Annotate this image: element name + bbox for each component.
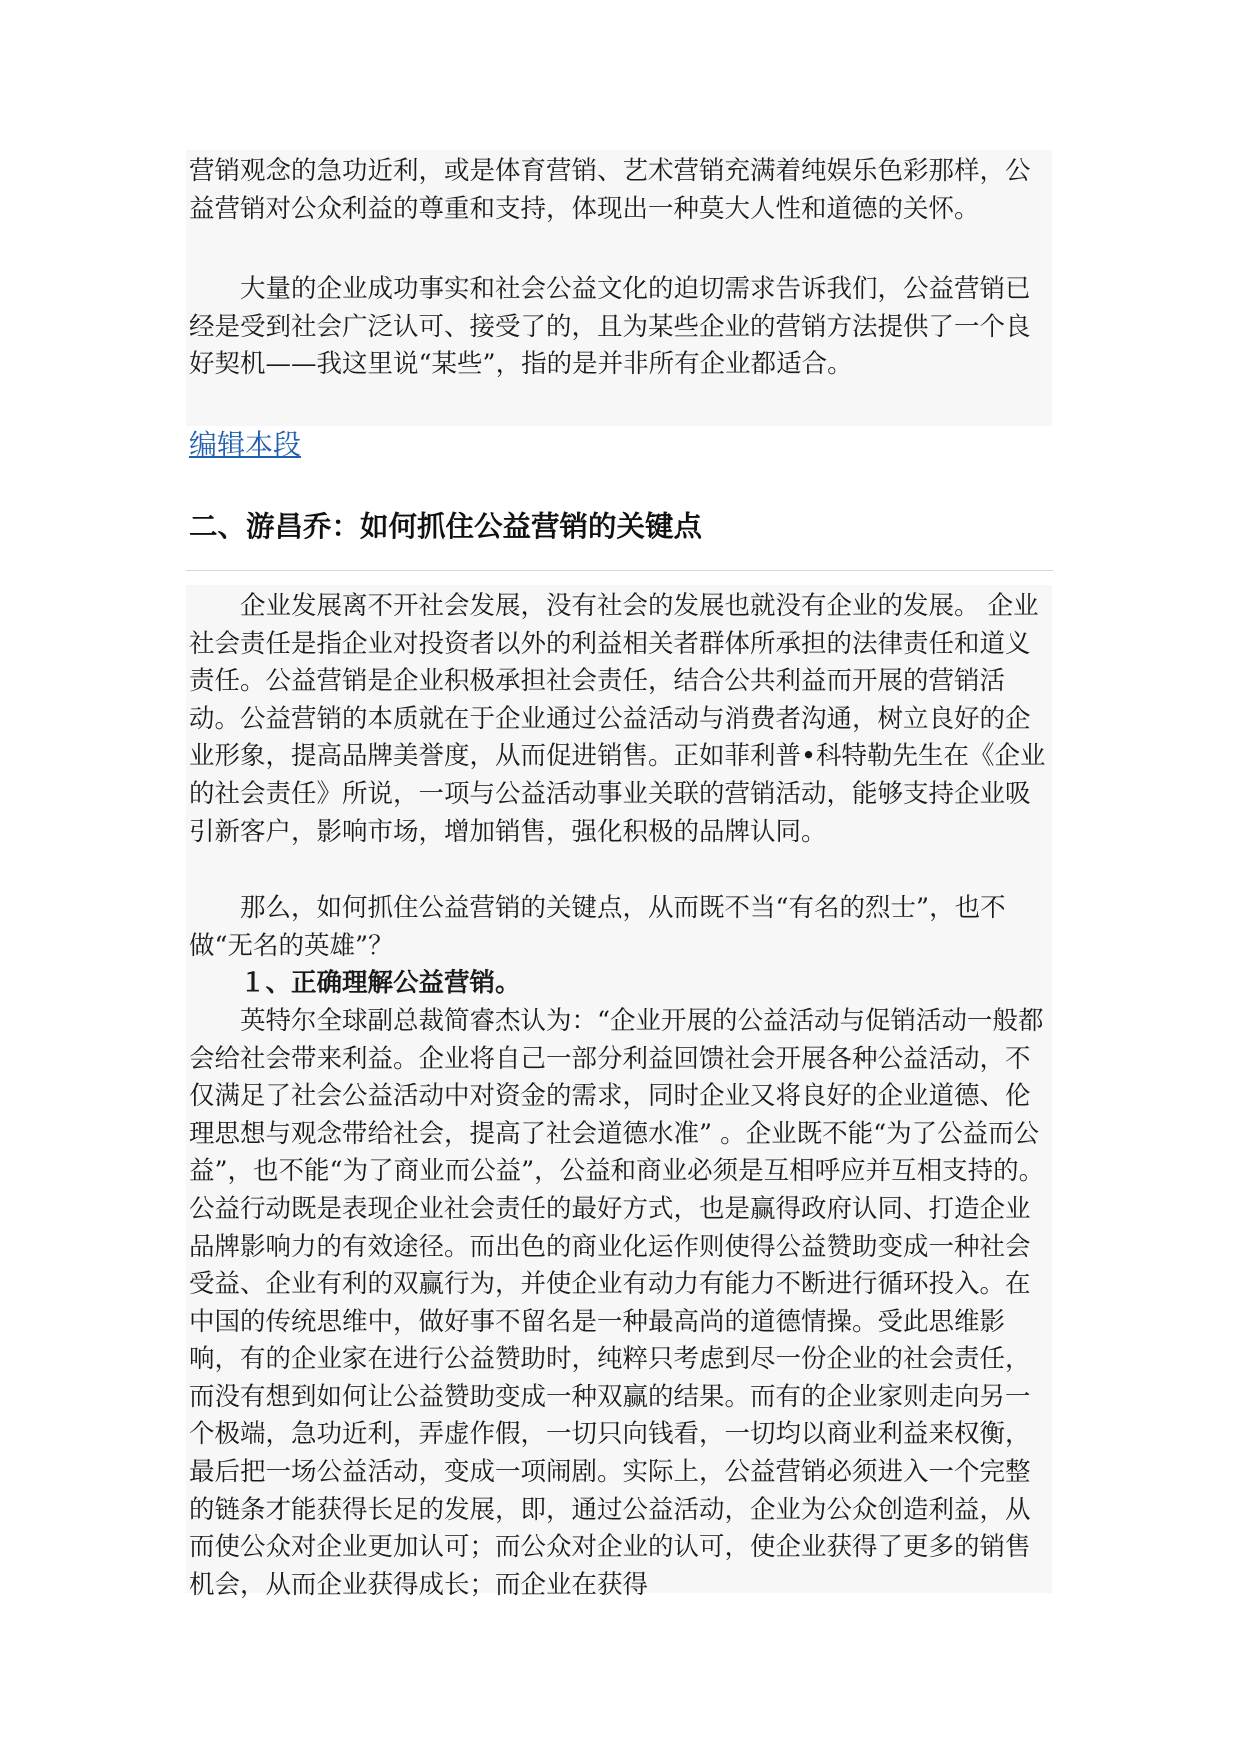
body-text-block <box>186 585 1052 1600</box>
subheading: １、正确理解公益营销。 <box>240 968 521 999</box>
paragraph: 英特尔全球副总裁简睿杰认为：“企业开展的公益活动与促销活动一般都会给社会带来利益。企业将自己一部分利益回馈社会开展各种公益活动，不仅满足了社会公益活动中对资金的需求，同时企业又将良好的企业道德、伦理思想与观念带给社会，提高了社会道德水准” 。企业既不能“为了公益而公益”，也不能“为了商业而公益”，公益和商业必须是互相呼应并互相支持的。公益行动既是表现企业社会责任的最好方式，也是赢得政府认同、打造企业品牌影响力的有效途径。而出色的商业化运作则使得公益赞助变成一种社会受益、企业有利的双赢行为，并使企业有动力有能力不断进行循环投入。在中国的传统思维中，做好事不留名是一种最高尚的道德情操。受此思维影响，有的企业家在进行公益赞助时，纯粹只考虑到尽一份企业的社会责任，而没有想到如何让公益赞助变成一种双赢的结果。而有的企业家则走向另一个极端，急功近利，弄虚作假，一切只向钱看，一切均以商业利益来权衡，最后把一场公益活动，变成一项闹剧。实际上，公益营销必须进入一个完整的链条才能获得长足的发展，即，通过公益活动，企业为公众创造利益，从而使公众对企业更加认可；而公众对企业的认可，使企业获得了更多的销售机会，从而企业获得成长；而企业在获得 <box>189 1005 1045 1600</box>
paragraph: 企业发展离不开社会发展，没有社会的发展也就没有企业的发展。 企业社会责任是指企业对投资者以外的利益相关者群体所承担的法律责任和道义责任。公益营销是企业积极承担社会责任，结合公共利益而开展的营销活动。公益营销的本质就在于企业通过公益活动与消费者沟通，树立良好的企业形象，提高品牌美誉度，从而促进销售。正如菲利普•科特勒先生在《企业的社会责任》所说，一项与公益活动事业关联的营销活动，能够支持企业吸引新客户，影响市场，增加销售，强化积极的品牌认同。 <box>189 591 1046 847</box>
edit-section-link[interactable]: 编辑本段 <box>189 428 302 461</box>
section-title: 二、游昌乔：如何抓住公益营销的关键点 <box>189 510 703 543</box>
top-text-block <box>186 150 1052 426</box>
paragraph: 那么，如何抓住公益营销的关键点，从而既不当“有名的烈士”，也不做“无名的英雄”？ <box>189 893 1006 961</box>
paragraph: 营销观念的急功近利，或是体育营销、艺术营销充满着纯娱乐色彩那样，公益营销对公众利益的尊重和支持，体现出一种莫大人性和道德的关怀。 <box>189 156 1031 224</box>
paragraph: 大量的企业成功事实和社会公益文化的迫切需求告诉我们，公益营销已经是受到社会广泛认可、接受了的，且为某些企业的营销方法提供了一个良好契机——我这里说“某些”，指的是并非所有企业都适合。 <box>189 274 1031 380</box>
section-divider <box>186 570 1053 571</box>
